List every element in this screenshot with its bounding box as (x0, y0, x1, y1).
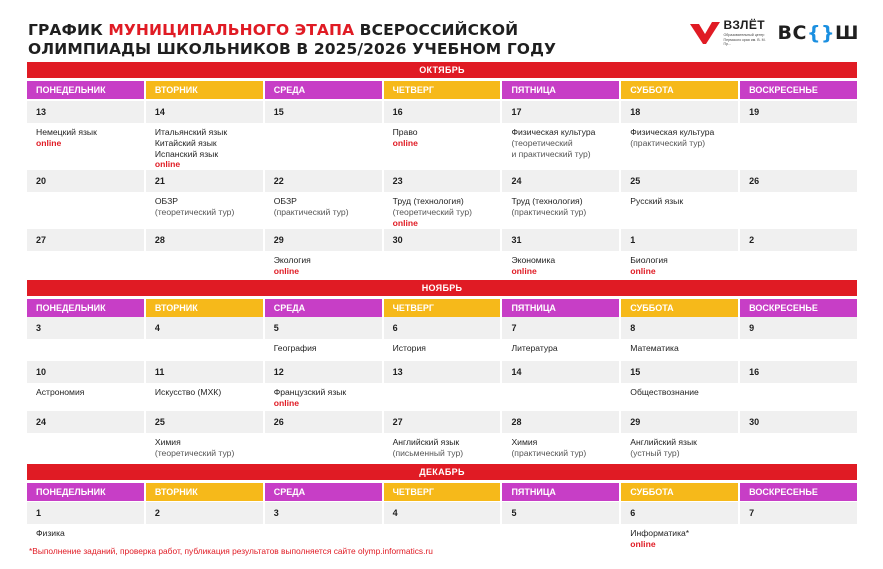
event-cell (384, 192, 501, 228)
online-badge: online (630, 538, 656, 549)
event-cell (621, 433, 738, 459)
event-cell (502, 192, 619, 228)
date-cell: 27 (27, 229, 144, 251)
subject-name: Труд (технология) (511, 196, 583, 206)
date-cell: 7 (740, 502, 857, 524)
week-row (27, 411, 857, 459)
weekday-header: ВТОРНИК (146, 483, 263, 501)
event-cell (146, 251, 263, 277)
date-cell: 13 (384, 361, 501, 383)
weekday-header: ПЯТНИЦА (502, 299, 619, 317)
event-cell (621, 123, 738, 170)
week-row (27, 361, 857, 409)
event-cell (740, 524, 857, 550)
date-cell: 12 (265, 361, 382, 383)
subject-name: Испанский язык (154, 148, 219, 159)
date-cell: 4 (146, 317, 263, 339)
weekday-header-row (27, 483, 857, 501)
vzlet-name: ВЗЛЁТ (723, 18, 766, 33)
event-cell (740, 433, 857, 459)
online-badge: online (392, 217, 418, 228)
subject-name: Искусство (МХК) (154, 387, 222, 397)
date-cell: 24 (27, 411, 144, 433)
subject-name: Литература (511, 343, 558, 353)
date-cell: 18 (621, 101, 738, 123)
event-cell (502, 251, 619, 277)
event-cell (146, 123, 263, 170)
online-badge: online (273, 265, 300, 276)
event-cell (502, 433, 619, 459)
month-title: ОКТЯБРЬ (27, 62, 857, 78)
date-cell: 5 (265, 317, 382, 339)
subject-name: Французский язык (273, 387, 347, 397)
date-cell: 25 (621, 170, 738, 192)
weekday-header: СУББОТА (621, 483, 738, 501)
date-cell: 16 (384, 101, 501, 123)
event-cell (265, 192, 382, 228)
weekday-header: СУББОТА (621, 81, 738, 99)
date-cell: 28 (146, 229, 263, 251)
event-cell (265, 339, 382, 354)
vsosh-logo (778, 22, 859, 44)
weekday-header: ВОСКРЕСЕНЬЕ (740, 483, 857, 501)
date-cell: 19 (740, 101, 857, 123)
event-cell (384, 123, 501, 170)
date-cell: 21 (146, 170, 263, 192)
subject-name: Итальянский язык (154, 127, 228, 137)
weekday-header: ЧЕТВЕРГ (384, 483, 501, 501)
weekday-header: ПЯТНИЦА (502, 81, 619, 99)
event-cell (740, 251, 857, 277)
date-cell: 9 (740, 317, 857, 339)
date-cell: 6 (621, 502, 738, 524)
subject-name: Русский язык (630, 196, 684, 206)
event-cell (621, 251, 738, 277)
event-cell (265, 251, 382, 277)
subject-name: История (392, 343, 426, 353)
event-cell (502, 339, 619, 354)
tour-type: (теоретический тур) (154, 206, 235, 217)
date-cell: 24 (502, 170, 619, 192)
subject-name: Физическая культура (511, 127, 596, 137)
tour-type: (практический тур) (273, 206, 349, 217)
week-row (27, 101, 857, 170)
event-cell (621, 192, 738, 228)
event-cell (27, 383, 144, 409)
date-cell: 2 (146, 502, 263, 524)
title-part2: ВСЕРОССИЙСКОЙ (354, 21, 519, 39)
weekday-header: ЧЕТВЕРГ (384, 299, 501, 317)
date-cell: 1 (27, 502, 144, 524)
event-cell (27, 433, 144, 459)
weekday-header: ВОСКРЕСЕНЬЕ (740, 81, 857, 99)
month-block (27, 464, 857, 501)
date-cell: 22 (265, 170, 382, 192)
subject-name: Информатика* (630, 528, 690, 538)
event-cell (146, 433, 263, 459)
month-title: ДЕКАБРЬ (27, 464, 857, 480)
logos (690, 18, 859, 48)
tour-type: (письменный тур) (392, 447, 464, 458)
weekday-header: ВТОРНИК (146, 299, 263, 317)
weekday-header: ПОНЕДЕЛЬНИК (27, 299, 144, 317)
date-cell: 15 (621, 361, 738, 383)
event-cell (27, 192, 144, 228)
date-cell: 15 (265, 101, 382, 123)
subject-name: Экономика (511, 255, 556, 265)
subject-name: Физическая культура (630, 127, 715, 137)
date-cell: 4 (384, 502, 501, 524)
week-row (27, 170, 857, 228)
tour-type: (практический тур) (511, 447, 587, 458)
tour-type: (теоретический тур) (154, 447, 235, 458)
weekday-header: СРЕДА (265, 483, 382, 501)
online-badge: online (630, 265, 656, 276)
event-cell (621, 524, 738, 550)
page-header (28, 21, 588, 59)
event-cell (740, 192, 857, 228)
weekday-header: ВТОРНИК (146, 81, 263, 99)
online-badge: online (511, 265, 537, 276)
weekday-header-row (27, 299, 857, 317)
week-row (27, 502, 857, 550)
subject-name: Химия (154, 437, 181, 447)
vsosh-right: Ш (835, 22, 859, 44)
weekday-header: ВОСКРЕСЕНЬЕ (740, 299, 857, 317)
date-cell: 10 (27, 361, 144, 383)
event-cell (27, 339, 144, 354)
date-cell: 27 (384, 411, 501, 433)
online-badge: online (154, 159, 181, 170)
event-cell (265, 123, 382, 170)
title-accent: МУНИЦИПАЛЬНОГО ЭТАПА (108, 21, 355, 39)
date-cell: 1 (621, 229, 738, 251)
event-cell (502, 524, 619, 550)
date-cell: 2 (740, 229, 857, 251)
date-cell: 25 (146, 411, 263, 433)
footnote: *Выполнение заданий, проверка работ, публикация результатов выполняется сайте olymp.informatics.ru (29, 546, 433, 556)
date-cell: 20 (27, 170, 144, 192)
event-cell (384, 383, 501, 409)
weekday-header: ПОНЕДЕЛЬНИК (27, 81, 144, 99)
date-cell: 29 (265, 229, 382, 251)
month-title: НОЯБРЬ (27, 280, 857, 296)
event-cell (27, 251, 144, 277)
vsosh-bracket-close: } (820, 22, 836, 44)
date-cell: 29 (621, 411, 738, 433)
date-cell: 23 (384, 170, 501, 192)
event-cell (27, 123, 144, 170)
event-cell (740, 123, 857, 170)
event-cell (265, 383, 382, 409)
date-cell: 8 (621, 317, 738, 339)
subject-name: ОБЗР (154, 196, 179, 206)
date-cell: 11 (146, 361, 263, 383)
subject-name: Астрономия (36, 387, 85, 397)
vzlet-check-icon (690, 22, 720, 44)
date-cell: 30 (740, 411, 857, 433)
subject-name: ОБЗР (273, 196, 297, 206)
week-row (27, 229, 857, 277)
weekday-header: СРЕДА (265, 299, 382, 317)
vzlet-subtitle: Образовательный центр Пермского края им. В. М. Пр... (723, 33, 766, 47)
tour-type: (теоретический тур) (392, 206, 473, 217)
date-cell: 3 (27, 317, 144, 339)
title-part1: ГРАФИК (28, 21, 109, 39)
event-cell (146, 339, 263, 354)
date-cell: 13 (27, 101, 144, 123)
date-cell: 14 (146, 101, 263, 123)
subject-name: География (273, 343, 317, 353)
vsosh-bracket-open: { (806, 22, 821, 44)
vzlet-logo (690, 19, 768, 47)
online-badge: online (36, 137, 62, 148)
subject-name: Обществознание (630, 387, 699, 397)
tour-type: (устный тур) (630, 447, 680, 458)
page-title (28, 21, 588, 59)
subject-name: Немецкий язык (36, 127, 97, 137)
weekday-header: ЧЕТВЕРГ (384, 81, 501, 99)
online-badge: online (273, 397, 300, 408)
subject-name: Физика (36, 528, 65, 538)
title-line2: ОЛИМПИАДЫ ШКОЛЬНИКОВ В 2025/2026 УЧЕБНОМ ГОДУ (28, 40, 557, 58)
date-cell: 6 (384, 317, 501, 339)
date-cell: 26 (740, 170, 857, 192)
tour-type: и практический тур) (511, 148, 591, 159)
date-cell: 17 (502, 101, 619, 123)
online-badge: online (392, 137, 418, 148)
event-cell (502, 383, 619, 409)
month-block (27, 62, 857, 99)
date-cell: 16 (740, 361, 857, 383)
date-cell: 26 (265, 411, 382, 433)
weekday-header: СРЕДА (265, 81, 382, 99)
event-cell (146, 383, 263, 409)
event-cell (384, 251, 501, 277)
subject-name: Биология (630, 255, 668, 265)
event-cell (146, 192, 263, 228)
event-cell (502, 123, 619, 170)
subject-name: Химия (511, 437, 538, 447)
event-cell (384, 433, 501, 459)
date-cell: 30 (384, 229, 501, 251)
event-cell (621, 383, 738, 409)
tour-type: (практический тур) (511, 206, 587, 217)
event-cell (740, 339, 857, 354)
weekday-header: ПОНЕДЕЛЬНИК (27, 483, 144, 501)
date-cell: 14 (502, 361, 619, 383)
subject-name: Труд (технология) (392, 196, 464, 206)
date-cell: 31 (502, 229, 619, 251)
weekday-header-row (27, 81, 857, 99)
tour-type: (теоретический (511, 137, 573, 148)
subject-name: Английский язык (630, 437, 697, 447)
weekday-header: СУББОТА (621, 299, 738, 317)
date-cell: 7 (502, 317, 619, 339)
event-cell (384, 339, 501, 354)
weekday-header: ПЯТНИЦА (502, 483, 619, 501)
tour-type: (практический тур) (630, 137, 706, 148)
date-cell: 3 (265, 502, 382, 524)
subject-name: Математика (630, 343, 679, 353)
subject-name: Китайский язык (154, 137, 217, 148)
week-row (27, 317, 857, 354)
event-cell (740, 383, 857, 409)
subject-name: Английский язык (392, 437, 460, 447)
vsosh-left: ВС (777, 22, 807, 44)
month-block (27, 280, 857, 317)
date-cell: 28 (502, 411, 619, 433)
subject-name: Экология (273, 255, 311, 265)
event-cell (621, 339, 738, 354)
date-cell: 5 (502, 502, 619, 524)
subject-name: Право (392, 127, 418, 137)
event-cell (265, 433, 382, 459)
